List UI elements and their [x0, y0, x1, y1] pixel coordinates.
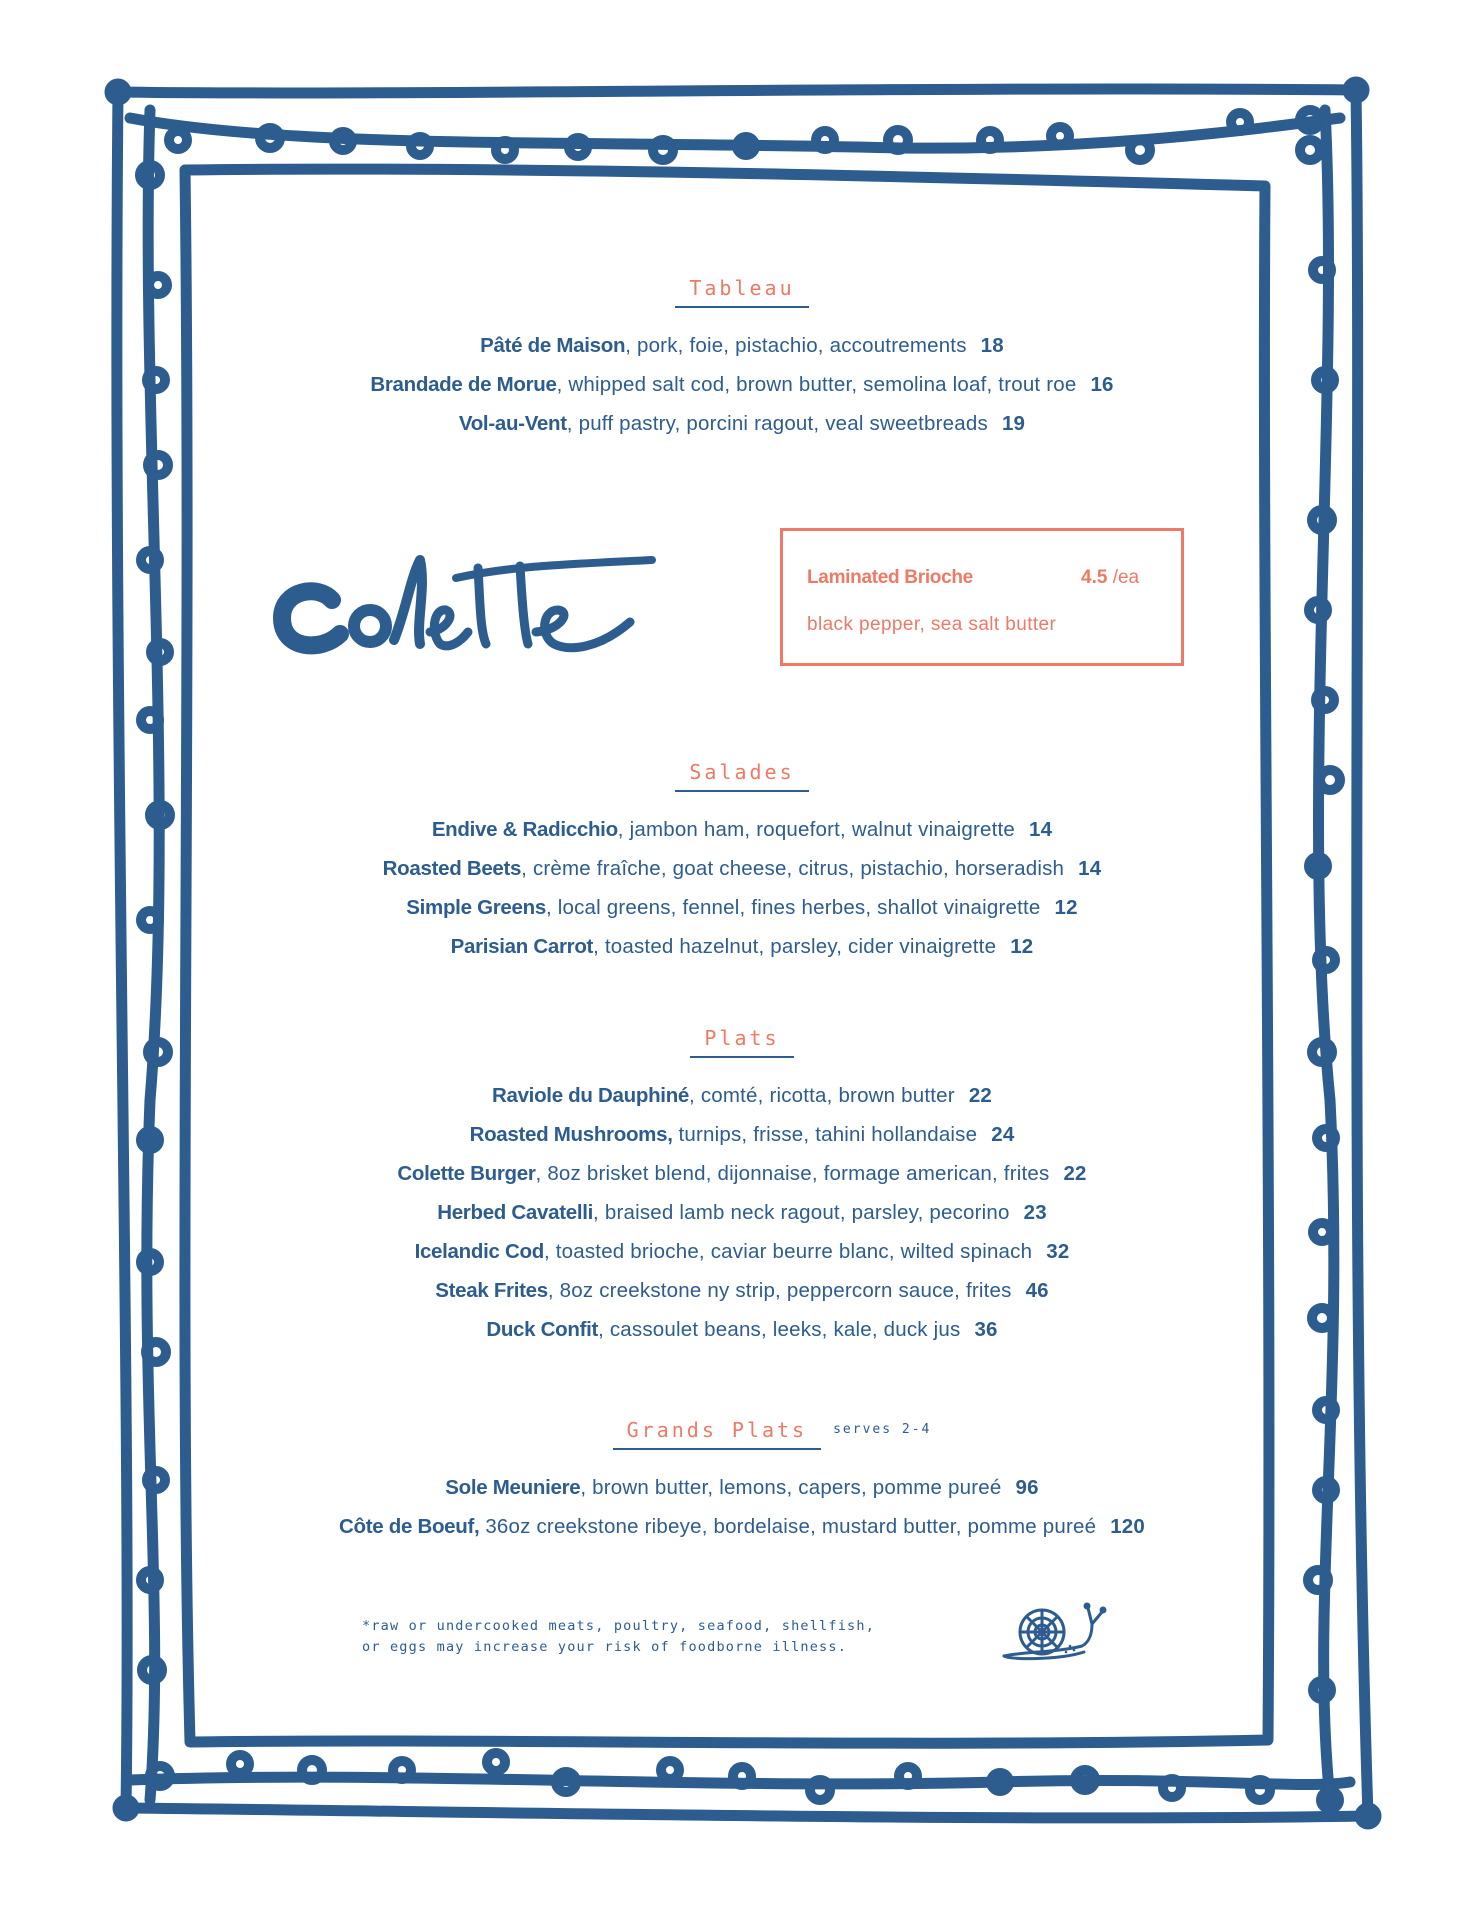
menu-item: Vol-au-Vent, puff pastry, porcini ragout, veal sweetbreads 19	[458, 412, 1026, 435]
featured-item-name: Laminated Brioche	[807, 567, 973, 588]
section-grands-plats	[0, 1418, 1484, 1546]
section-tableau	[0, 276, 1484, 443]
serves-note: serves 2-4	[833, 1422, 932, 1437]
menu-list-grands-plats	[0, 1468, 1484, 1546]
menu-item: Simple Greens, local greens, fennel, fines herbes, shallot vinaigrette 12	[406, 896, 1078, 919]
colette-logo	[270, 540, 660, 670]
disclaimer-line: *raw or undercooked meats, poultry, seafood, shellfish,	[362, 1618, 876, 1634]
menu-item: Côte de Boeuf, 36oz creekstone ribeye, bordelaise, mustard butter, pomme pureé 120	[338, 1515, 1145, 1538]
section-title-tableau: Tableau	[675, 276, 808, 308]
section-title-plats: Plats	[690, 1026, 793, 1058]
menu-item: Roasted Beets, crème fraîche, goat cheese, citrus, pistachio, horseradish 14	[382, 857, 1102, 880]
menu-item: Steak Frites, 8oz creekstone ny strip, peppercorn sauce, frites 46	[435, 1279, 1049, 1302]
disclaimer-line: or eggs may increase your risk of foodborne illness.	[362, 1639, 848, 1655]
snail-icon	[1000, 1596, 1110, 1666]
food-safety-disclaimer	[362, 1616, 875, 1658]
section-plats	[0, 1026, 1484, 1349]
menu-item: Icelandic Cod, toasted brioche, caviar beurre blanc, wilted spinach 32	[414, 1240, 1070, 1263]
menu-item: Endive & Radicchio, jambon ham, roquefort, walnut vinaigrette 14	[431, 818, 1053, 841]
menu-item: Raviole du Dauphiné, comté, ricotta, brown butter 22	[491, 1084, 993, 1107]
menu-item: Colette Burger, 8oz brisket blend, dijonnaise, formage american, frites 22	[397, 1162, 1087, 1185]
menu-item: Sole Meuniere, brown butter, lemons, capers, pomme pureé 96	[445, 1476, 1039, 1499]
menu-item: Herbed Cavatelli, braised lamb neck ragout, parsley, pecorino 23	[437, 1201, 1047, 1224]
menu-item: Pâté de Maison, pork, foie, pistachio, accoutrements 18	[480, 334, 1004, 357]
menu-item: Roasted Mushrooms, turnips, frisse, tahini hollandaise 24	[469, 1123, 1015, 1146]
featured-brioche-box	[780, 528, 1184, 666]
section-salades	[0, 760, 1484, 966]
featured-item-price: 4.5 /ea	[1081, 567, 1140, 588]
menu-list-plats	[0, 1076, 1484, 1349]
menu-item: Brandade de Morue, whipped salt cod, brown butter, semolina loaf, trout roe 16	[370, 373, 1114, 396]
menu-item: Duck Confit, cassoulet beans, leeks, kale, duck jus 36	[486, 1318, 998, 1341]
menu-list-salades	[0, 810, 1484, 966]
featured-item-description: black pepper, sea salt butter	[807, 614, 1057, 635]
menu-item: Parisian Carrot, toasted hazelnut, parsley, cider vinaigrette 12	[450, 935, 1034, 958]
section-title-salades: Salades	[675, 760, 808, 792]
section-title-grands-plats: Grands Plats	[613, 1418, 822, 1450]
menu-list-tableau	[0, 326, 1484, 443]
